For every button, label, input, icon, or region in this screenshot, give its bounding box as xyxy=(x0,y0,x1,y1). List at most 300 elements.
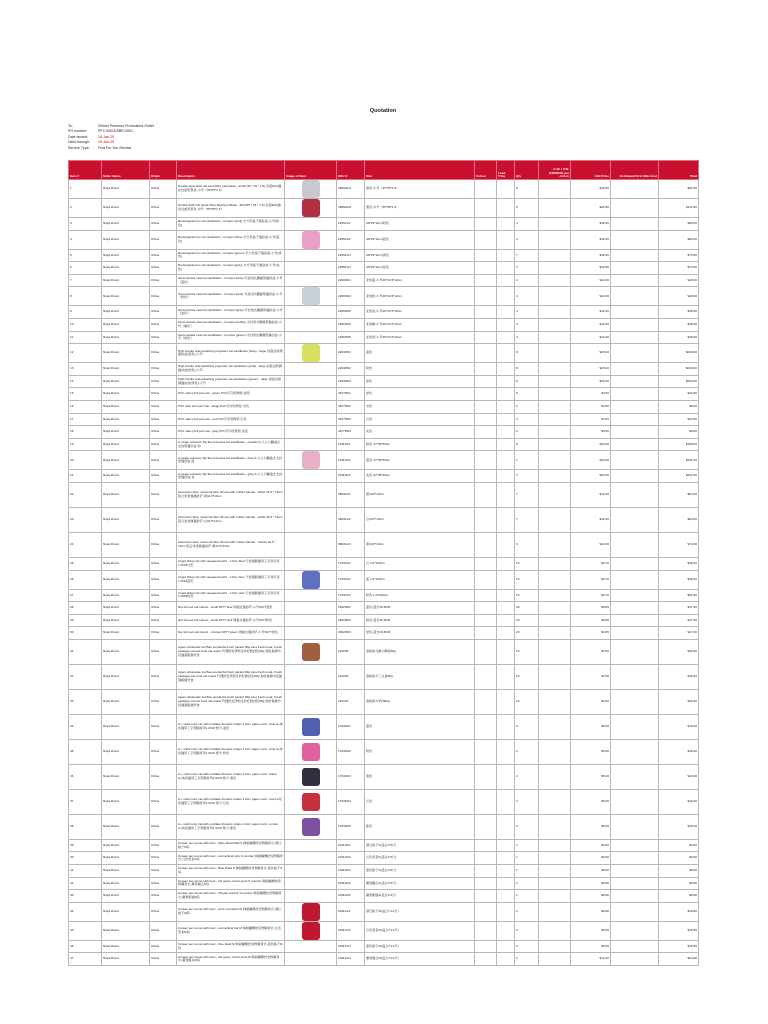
cell-sku: 282205/3 xyxy=(337,627,365,640)
cell-desc: Rectangular box cat sandbasin - trumpet (pink) 长方形盒子猫砂盆-小号(粉色) xyxy=(177,218,285,231)
cell-empty xyxy=(539,602,571,615)
cell-qty: 4 xyxy=(515,230,539,249)
cell-unit: $12.00 xyxy=(571,287,611,306)
cell-sku: 360311/1 xyxy=(337,482,365,507)
cell-empty xyxy=(475,764,497,789)
cell-desc: Double layer EVA cat sand filter pad black - small (45 * 35 * 1.5) 双层EVA猫砂过滤垫黑色-小号（45*35*1.5） xyxy=(177,180,285,199)
cell-total: $19.80 xyxy=(659,921,699,940)
cell-desc: A + solid color cat with oscillate thoracic straps 1.0cm paper card - blue A+纯色猫用工字型胸背带1.0CM 纸卡-蓝色 xyxy=(177,714,285,739)
cell-total: $13.50 xyxy=(659,413,699,426)
cell-empty xyxy=(497,262,515,275)
cell-desc: High border anti-splashing polyester cat sandbasin (green) - large 加高边防溅猫砂盆(绿色)-大号 xyxy=(177,375,285,388)
cell-origin: China xyxy=(150,839,177,852)
cell-empty xyxy=(475,262,497,275)
cell-total: $48.00 xyxy=(659,287,699,306)
cell-unit: $12.00 xyxy=(571,482,611,507)
cell-n: 45 xyxy=(69,921,102,940)
cell-empty xyxy=(475,363,497,376)
cell-desc: A + solid color cat with oscillate thoracic straps 1.0cm paper card - pink A+纯色猫用工字型胸背带1.0CM 纸卡-粉色 xyxy=(177,739,285,764)
cell-total: $48.00 xyxy=(659,306,699,319)
cell-unit: $3.70 xyxy=(571,570,611,589)
cell-empty xyxy=(539,318,571,331)
cell-sku: 226030/2 xyxy=(337,287,365,306)
table-row xyxy=(69,664,699,689)
cell-empty xyxy=(611,400,659,413)
cell-n: 46 xyxy=(69,940,102,953)
cell-unit: $9.90 xyxy=(571,890,611,903)
table-row xyxy=(69,940,699,953)
table-row xyxy=(69,570,699,589)
cell-empty xyxy=(497,199,515,218)
cell-size: 墨绿圆点M(适合7-12斤) xyxy=(365,953,475,966)
cell-seller: Ninja Direct xyxy=(102,388,150,401)
cell-qty: 8 xyxy=(515,344,539,363)
table-row xyxy=(69,877,699,890)
product-image xyxy=(302,818,320,836)
cell-empty xyxy=(539,639,571,664)
cell-seller: Ninja Direct xyxy=(102,789,150,814)
cell-n: 3 xyxy=(69,218,102,231)
cell-sku: 225511/2 xyxy=(337,230,365,249)
cell-empty xyxy=(497,451,515,470)
cell-empty xyxy=(497,602,515,615)
cell-total: $10.00 xyxy=(659,764,699,789)
cell-empty xyxy=(475,426,497,439)
cell-unit: $3.70 xyxy=(571,589,611,602)
cell-unit: $5.00 xyxy=(571,789,611,814)
product-image xyxy=(302,793,320,811)
table-row xyxy=(69,249,699,262)
cell-n: 9 xyxy=(69,306,102,319)
cell-empty xyxy=(611,902,659,921)
cell-image xyxy=(285,507,337,532)
cell-desc: Agent wholesale Isu Bao wonderful fresh packet 80g tuna fresh meat, Fresh package cat wet food cat snack 代理批发伊纳宝妙好鲜封包80g 金枪鱼鲜肉包猫湿粮猫零食 xyxy=(177,639,285,664)
table-row xyxy=(69,639,699,664)
table-row xyxy=(69,852,699,865)
cell-size: 黄34.5*13cm xyxy=(365,532,475,557)
cell-seller: Ninja Direct xyxy=(102,714,150,739)
cell-origin: China xyxy=(150,230,177,249)
cell-image xyxy=(285,877,337,890)
cell-size: 金枪鱼与鸡肉80g xyxy=(365,689,475,714)
table-row xyxy=(69,363,699,376)
cell-image xyxy=(285,639,337,664)
cell-size: 北欧绿-小号49*34.5*12cm xyxy=(365,331,475,344)
cell-size: 蓝 1.0*120cm xyxy=(365,570,475,589)
cell-empty xyxy=(497,249,515,262)
cell-desc: A-range entrance flip flat enclosed cat sandbasin - blue A-大入口翻盖式全封闭猫砂盆-蓝 xyxy=(177,451,285,470)
cell-origin: China xyxy=(150,470,177,483)
meta-label: To: xyxy=(68,124,73,128)
cell-unit: $2.50 xyxy=(571,639,611,664)
cell-unit: $16.50 xyxy=(571,218,611,231)
cell-unit: $3.70 xyxy=(571,557,611,570)
cell-unit: $10.50 xyxy=(571,249,611,262)
cell-n: 37 xyxy=(69,789,102,814)
cell-size: 红 1.0*120cm xyxy=(365,557,475,570)
cell-empty xyxy=(497,714,515,739)
cell-size: 蓝色-蓝长39.8CM xyxy=(365,602,475,615)
cell-sku: 231116/2 xyxy=(337,451,365,470)
cell-origin: China xyxy=(150,249,177,262)
cell-empty xyxy=(497,921,515,940)
cell-unit: $33.00 xyxy=(571,438,611,451)
meta-row xyxy=(68,146,218,151)
cell-unit: $4.50 xyxy=(571,426,611,439)
cell-desc: Korean pet corset with bow - wine red lattice M 韩版蝴蝶结宠物胸背衣-酒红格子M码 xyxy=(177,902,285,921)
cell-empty xyxy=(611,614,659,627)
meta-value: 18-Jan-25 xyxy=(98,134,115,139)
cell-image xyxy=(285,814,337,839)
cell-unit: $9.90 xyxy=(571,877,611,890)
cell-qty: 2 xyxy=(515,789,539,814)
cell-qty: 7 xyxy=(515,249,539,262)
cell-empty xyxy=(539,902,571,921)
cell-qty: 13 xyxy=(515,570,539,589)
cell-n: 43 xyxy=(69,890,102,903)
cell-empty xyxy=(475,306,497,319)
cell-empty xyxy=(539,507,571,532)
cell-empty xyxy=(475,375,497,388)
cell-unit: $5.00 xyxy=(571,714,611,739)
cell-total: $66.00 xyxy=(659,230,699,249)
table-row xyxy=(69,180,699,199)
cell-seller: Ninja Direct xyxy=(102,940,150,953)
cell-total: $9.90 xyxy=(659,865,699,878)
cell-n: 26 xyxy=(69,570,102,589)
cell-seller: Ninja Direct xyxy=(102,627,150,640)
cell-sku: 231116/3 xyxy=(337,470,365,483)
cell-unit: $4.50 xyxy=(571,413,611,426)
cell-unit: $16.50 xyxy=(571,180,611,199)
column-header: Size xyxy=(365,161,475,180)
cell-empty xyxy=(539,199,571,218)
cell-image xyxy=(285,589,337,602)
table-row xyxy=(69,400,699,413)
cell-unit: $2.50 xyxy=(571,689,611,714)
cell-image xyxy=(285,532,337,557)
cell-sku: 360311/3 xyxy=(337,532,365,557)
meta-value: Find For You Service xyxy=(98,145,132,150)
table-row xyxy=(69,839,699,852)
cell-image xyxy=(285,438,337,451)
table-row xyxy=(69,532,699,557)
cell-seller: Ninja Direct xyxy=(102,921,150,940)
cell-seller: Ninja Direct xyxy=(102,664,150,689)
table-row xyxy=(69,953,699,966)
cell-sku: 467756/4 xyxy=(337,426,365,439)
cell-size: 白34.5*13cm xyxy=(365,507,475,532)
cell-qty: 1 xyxy=(515,877,539,890)
cell-n: 5 xyxy=(69,249,102,262)
cell-qty: 12 xyxy=(515,664,539,689)
cell-empty xyxy=(475,482,497,507)
cell-n: 20 xyxy=(69,451,102,470)
cell-sku: 225511/1 xyxy=(337,218,365,231)
cell-sku: 226030/4 xyxy=(337,318,365,331)
cell-sku: 467756/2 xyxy=(337,400,365,413)
table-row xyxy=(69,262,699,275)
cell-origin: China xyxy=(150,852,177,865)
cell-empty xyxy=(497,363,515,376)
cell-desc: Semi-closed oval cat sandbasin - trumpet (gray) 半封闭式椭圆形猫砂盆-小号（灰色） xyxy=(177,306,285,319)
cell-qty: 4 xyxy=(515,274,539,287)
cell-image xyxy=(285,614,337,627)
cell-size: 红色 xyxy=(365,789,475,814)
cell-qty: 3 xyxy=(515,413,539,426)
cell-sku: 226030/1 xyxy=(337,274,365,287)
cell-qty: 7 xyxy=(515,507,539,532)
cell-total: $48.10 xyxy=(659,557,699,570)
cell-empty xyxy=(475,852,497,865)
cell-empty xyxy=(611,890,659,903)
cell-desc: Rectangular box cat sandbasin - trumpet (green) 长方形盒子猫砂盆-小号(绿色) xyxy=(177,249,285,262)
cell-empty xyxy=(497,344,515,363)
cell-unit: $12.00 xyxy=(571,532,611,557)
cell-desc: Aluminum alloy metal cat litter shovel with rubber handle - black 34.5 * 13cm 铝合金金属猫砂铲-黑34.5*13cm xyxy=(177,482,285,507)
cell-n: 14 xyxy=(69,375,102,388)
cell-image xyxy=(285,664,337,689)
cell-seller: Ninja Direct xyxy=(102,426,150,439)
cell-empty xyxy=(497,877,515,890)
cell-unit: $12.00 xyxy=(571,306,611,319)
cell-sku: 201121/3 xyxy=(337,940,365,953)
cell-sku: 226405/3 xyxy=(337,375,365,388)
cell-sku: 176463/1 xyxy=(337,714,365,739)
cell-origin: China xyxy=(150,639,177,664)
cell-qty: 4 xyxy=(515,318,539,331)
cell-empty xyxy=(611,274,659,287)
cell-seller: Ninja Direct xyxy=(102,639,150,664)
cell-image xyxy=(285,570,337,589)
cell-size: 藏青船锚S(适合3-5斤) xyxy=(365,890,475,903)
cell-empty xyxy=(497,557,515,570)
cell-image xyxy=(285,199,337,218)
cell-seller: Ninja Direct xyxy=(102,413,150,426)
cell-empty xyxy=(497,331,515,344)
cell-empty xyxy=(497,438,515,451)
cell-empty xyxy=(611,218,659,231)
cell-total: $112.50 xyxy=(659,199,699,218)
cell-empty xyxy=(539,664,571,689)
cell-empty xyxy=(611,664,659,689)
cell-qty: 2 xyxy=(515,764,539,789)
cell-empty xyxy=(611,287,659,306)
cell-size: 红色竖条M(适合7-12斤) xyxy=(365,921,475,940)
table-row xyxy=(69,614,699,627)
cell-empty xyxy=(475,218,497,231)
cell-image xyxy=(285,689,337,714)
cell-empty xyxy=(497,739,515,764)
cell-unit: $9.90 xyxy=(571,865,611,878)
cell-unit: $10.50 xyxy=(571,262,611,275)
cell-empty xyxy=(497,865,515,878)
product-image xyxy=(302,718,320,736)
cell-empty xyxy=(611,331,659,344)
cell-unit: $0.85 xyxy=(571,602,611,615)
cell-empty xyxy=(475,902,497,921)
cell-empty xyxy=(475,953,497,966)
cell-sku: 201116/5 xyxy=(337,890,365,903)
cell-total: $231.00 xyxy=(659,470,699,483)
cell-sku: 360311/2 xyxy=(337,507,365,532)
cell-image xyxy=(285,249,337,262)
product-image xyxy=(302,451,320,469)
cell-empty xyxy=(611,363,659,376)
cell-size: 黑色-小号（45*35*1.5） xyxy=(365,180,475,199)
table-row xyxy=(69,388,699,401)
cell-n: 33 xyxy=(69,689,102,714)
cell-qty: 13 xyxy=(515,557,539,570)
cell-empty xyxy=(475,180,497,199)
cell-origin: China xyxy=(150,789,177,814)
cell-qty: 2 xyxy=(515,814,539,839)
cell-empty xyxy=(475,470,497,483)
cell-n: 38 xyxy=(69,814,102,839)
cell-desc: Korean pet corset with bow - red vertical bar M 韩版蝴蝶结宠物胸背衣-红色竖条M码 xyxy=(177,921,285,940)
cell-size: 紫色 xyxy=(365,814,475,839)
cell-qty: 5 xyxy=(515,199,539,218)
cell-sku: 226030/3 xyxy=(337,306,365,319)
cell-origin: China xyxy=(150,953,177,966)
cell-sku: 176463/4 xyxy=(337,789,365,814)
cell-image xyxy=(285,388,337,401)
cell-qty: 2 xyxy=(515,940,539,953)
cell-desc: Korean pet corset with bow - blue plaid M 韩版蝴蝶结宠物胸背衣-蓝色格子M码 xyxy=(177,940,285,953)
cell-seller: Ninja Direct xyxy=(102,274,150,287)
cell-unit: $0.85 xyxy=(571,614,611,627)
cell-size: 粉色-47*36*35cm xyxy=(365,438,475,451)
cell-size: 酒红格子S(适合3-5斤) xyxy=(365,839,475,852)
meta-label: Date issued: xyxy=(68,134,88,139)
column-header: Description xyxy=(177,161,285,180)
cell-total: $66.00 xyxy=(659,218,699,231)
cell-n: 27 xyxy=(69,589,102,602)
cell-total: $200.00 xyxy=(659,363,699,376)
cell-empty xyxy=(497,852,515,865)
cell-image xyxy=(285,602,337,615)
cell-unit: $25.00 xyxy=(571,375,611,388)
cell-sku: 225511/4 xyxy=(337,262,365,275)
product-image xyxy=(302,571,320,589)
cell-sku: 176463/5 xyxy=(337,814,365,839)
cell-empty xyxy=(497,614,515,627)
cell-unit: $9.90 xyxy=(571,852,611,865)
cell-seller: Ninja Direct xyxy=(102,839,150,852)
cell-desc: High border anti-splashing polyester cat sandbasin (pink) - large 加高边防溅猫砂盆(粉色)-大号 xyxy=(177,363,285,376)
cell-empty xyxy=(611,532,659,557)
cell-empty xyxy=(475,570,497,589)
cell-qty: 2 xyxy=(515,902,539,921)
cell-total: $72.00 xyxy=(659,532,699,557)
cell-sku: 467756/3 xyxy=(337,413,365,426)
cell-qty: 20 xyxy=(515,627,539,640)
cell-empty xyxy=(475,199,497,218)
cell-seller: Ninja Direct xyxy=(102,262,150,275)
table-row xyxy=(69,230,699,249)
cell-origin: China xyxy=(150,814,177,839)
cell-sku: 282205/1 xyxy=(337,602,365,615)
cell-empty xyxy=(539,363,571,376)
cell-qty: 14 xyxy=(515,589,539,602)
column-header: SKU # xyxy=(337,161,365,180)
cell-total: $10.00 xyxy=(659,789,699,814)
cell-desc: Net formed cat shovel - small 007T pink 网格式猫砂铲-小号007T粉色 xyxy=(177,614,285,627)
cell-unit: $12.00 xyxy=(571,318,611,331)
cell-total: $48.10 xyxy=(659,570,699,589)
cell-size: 粉色 xyxy=(365,363,475,376)
cell-n: 2 xyxy=(69,199,102,218)
cell-total: $200.00 xyxy=(659,344,699,363)
cell-unit: $5.00 xyxy=(571,739,611,764)
cell-n: 8 xyxy=(69,287,102,306)
cell-empty xyxy=(611,230,659,249)
cell-seller: Ninja Direct xyxy=(102,199,150,218)
cell-image xyxy=(285,426,337,439)
cell-empty xyxy=(611,921,659,940)
column-header: Qty xyxy=(515,161,539,180)
cell-empty xyxy=(611,249,659,262)
cell-qty: 2 xyxy=(515,400,539,413)
cell-origin: China xyxy=(150,274,177,287)
cell-seller: Ninja Direct xyxy=(102,902,150,921)
product-image xyxy=(302,180,320,198)
cell-empty xyxy=(475,413,497,426)
cell-empty xyxy=(539,814,571,839)
cell-seller: Ninja Direct xyxy=(102,953,150,966)
cell-origin: China xyxy=(150,331,177,344)
cell-sku: 210236 xyxy=(337,664,365,689)
cell-n: 19 xyxy=(69,438,102,451)
cell-unit: $12.00 xyxy=(571,331,611,344)
cell-origin: China xyxy=(150,921,177,940)
cell-n: 11 xyxy=(69,331,102,344)
cell-image xyxy=(285,363,337,376)
cell-image xyxy=(285,714,337,739)
cell-origin: China xyxy=(150,614,177,627)
cell-empty xyxy=(475,664,497,689)
cell-size: 39*29*11cm绿色 xyxy=(365,249,475,262)
cell-empty xyxy=(475,602,497,615)
cell-sku: 176463/3 xyxy=(337,764,365,789)
cell-n: 32 xyxy=(69,664,102,689)
cell-image xyxy=(285,287,337,306)
cell-qty: 6 xyxy=(515,532,539,557)
cell-n: 21 xyxy=(69,470,102,483)
cell-empty xyxy=(539,287,571,306)
product-image xyxy=(302,903,320,921)
cell-empty xyxy=(475,921,497,940)
cell-total: $48.00 xyxy=(659,331,699,344)
cell-desc: Semi-closed oval cat sandbasin - trumpet (coffee) 半封闭式椭圆形猫砂盆-小号（咖色） xyxy=(177,318,285,331)
table-row xyxy=(69,331,699,344)
cell-total: $9.90 xyxy=(659,852,699,865)
cell-n: 17 xyxy=(69,413,102,426)
cell-seller: Ninja Direct xyxy=(102,532,150,557)
cell-desc: Korean pet corset with bow - Tibetan anchor S number 韩版蝴蝶结宠物胸背衣-藏青船锚S码 xyxy=(177,890,285,903)
cell-empty xyxy=(539,470,571,483)
cell-total: $24.00 xyxy=(659,953,699,966)
cell-origin: China xyxy=(150,375,177,388)
cell-empty xyxy=(539,589,571,602)
cell-sku: 201121/4 xyxy=(337,953,365,966)
cell-seller: Ninja Direct xyxy=(102,363,150,376)
cell-n: 10 xyxy=(69,318,102,331)
cell-n: 47 xyxy=(69,953,102,966)
cell-size: 绿色-蓝长39.8CM xyxy=(365,627,475,640)
cell-empty xyxy=(475,639,497,664)
cell-n: 42 xyxy=(69,877,102,890)
